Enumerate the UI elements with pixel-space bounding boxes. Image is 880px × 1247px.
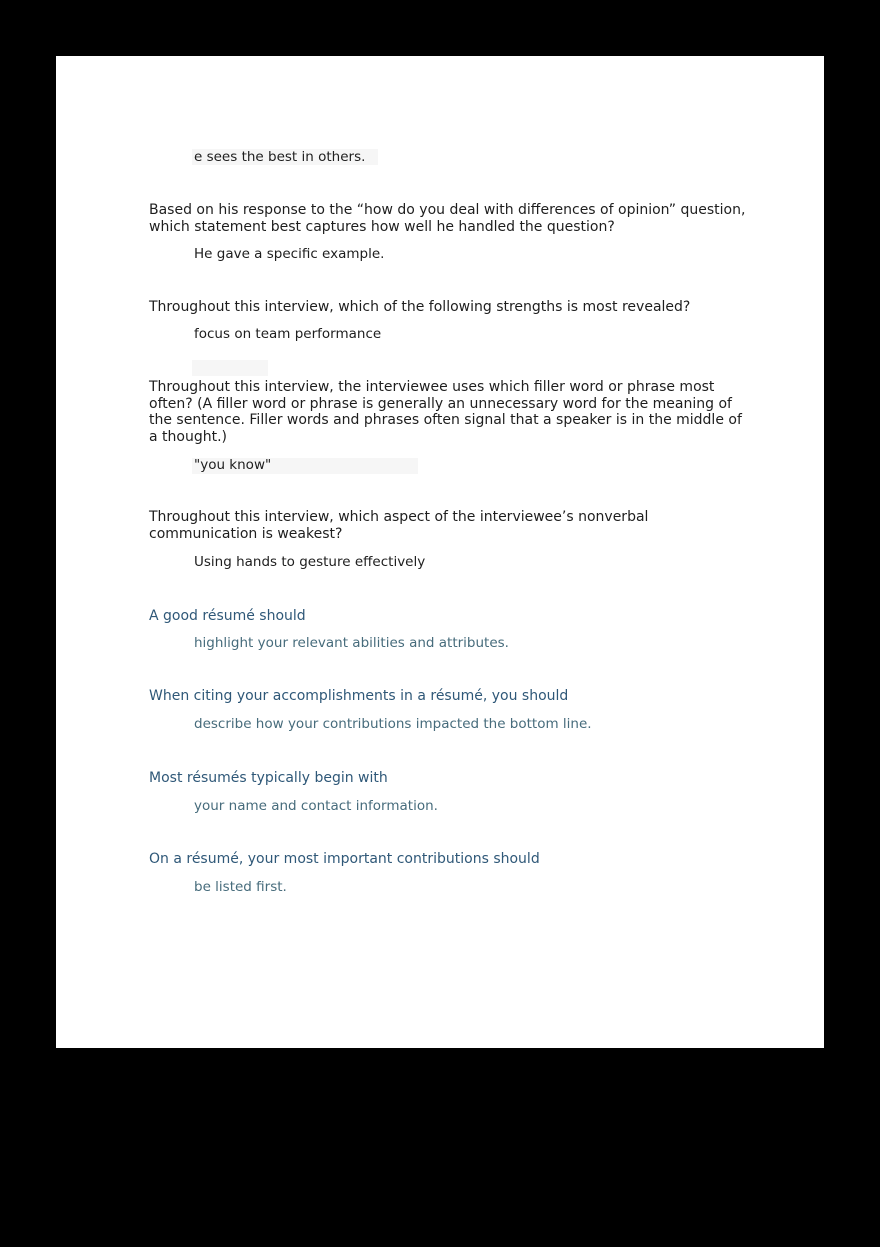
question-text: Most résumés typically begin with xyxy=(149,770,388,786)
answer-text: Using hands to gesture effectively xyxy=(194,554,426,570)
answer-text: highlight your relevant abilities and attributes. xyxy=(194,635,509,651)
answer-text: your name and contact information. xyxy=(194,798,438,814)
question-text: Throughout this interview, the interviewee uses which filler word or phrase most often? (A filler word or phrase is generally an unnecessary word for the meaning of the sentence. Filler words and phrases often signal that a speaker is in the middle of a thought.) xyxy=(149,379,742,445)
answer-text: He gave a specific example. xyxy=(194,246,385,262)
question-text: Based on his response to the “how do you deal with differences of opinion” question, which statement best captures how well he handled the question? xyxy=(149,202,746,235)
question-text: A good résumé should xyxy=(149,608,306,624)
answer-text: "you know" xyxy=(194,457,272,473)
answer-text: e sees the best in others. xyxy=(194,149,366,165)
answer-text: focus on team performance xyxy=(194,326,382,342)
question-text: When citing your accomplishments in a résumé, you should xyxy=(149,688,569,704)
document-page xyxy=(56,56,824,1048)
answer-text: be listed first. xyxy=(194,879,287,895)
highlight-box xyxy=(192,360,268,376)
answer-text: describe how your contributions impacted the bottom line. xyxy=(194,716,592,732)
question-text: Throughout this interview, which of the following strengths is most revealed? xyxy=(149,299,691,315)
question-text: Throughout this interview, which aspect of the interviewee’s nonverbal communication is weakest? xyxy=(149,509,649,542)
question-text: On a résumé, your most important contributions should xyxy=(149,851,540,867)
